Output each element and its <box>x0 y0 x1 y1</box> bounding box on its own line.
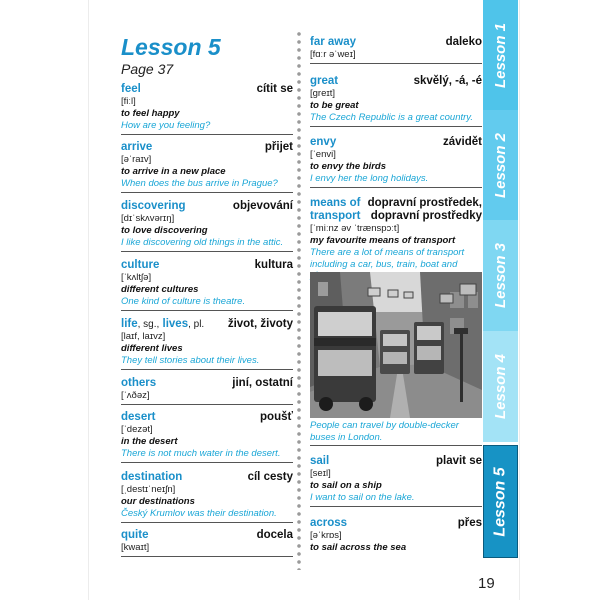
phonetic: [seɪl] <box>310 468 331 479</box>
example-sentence: The Czech Republic is a great country. <box>310 112 473 123</box>
page-number: 19 <box>478 575 495 592</box>
translation: přijet <box>264 141 293 153</box>
vocab-entry-across <box>310 517 482 556</box>
example-sentence: I envy her the long holidays. <box>310 173 429 184</box>
london-bus-photo <box>310 272 482 418</box>
translation: daleko <box>445 36 482 48</box>
headword: far away <box>310 36 357 48</box>
phonetic: [ˈkʌltʃə] <box>121 272 152 283</box>
translation: jiní, ostatní <box>232 377 293 389</box>
headword: great <box>310 75 339 87</box>
vocab-entry-quite <box>121 529 293 557</box>
vocab-entry-sail <box>310 455 482 507</box>
phonetic: [ˈʌðəz] <box>121 390 150 401</box>
translation: skvělý, -á, -é <box>413 75 482 87</box>
example-phrase: my favourite means of transport <box>310 235 456 246</box>
vocab-entry-life <box>121 318 293 370</box>
tab-lesson-3[interactable] <box>483 220 518 331</box>
vocab-entry-culture <box>121 259 293 311</box>
translation: cítit se <box>256 83 293 95</box>
example-sentence: There is not much water in the desert. <box>121 448 281 459</box>
spiral-binding <box>295 30 303 570</box>
headword: others <box>121 377 157 389</box>
example-sentence: There are a lot of means of transport including a car, bus, train, boat and <box>310 247 465 270</box>
tab-label: Lesson 4 <box>492 353 509 420</box>
tab-lesson-1[interactable] <box>483 0 518 110</box>
vocab-entry-arrive <box>121 141 293 193</box>
translation: objevování <box>232 200 293 212</box>
vocab-entry-means-of-transport <box>310 197 482 284</box>
vocab-entry-discovering <box>121 200 293 252</box>
phonetic: [ˈmiːnz əv ˈtrænspɔːt] <box>310 223 400 234</box>
vocab-entry-others <box>121 377 293 405</box>
page-reference: Page 37 <box>121 61 174 77</box>
example-phrase: to arrive in a new place <box>121 166 226 177</box>
translation: poušť <box>260 411 293 423</box>
phonetic: [ˈenvi] <box>310 149 336 160</box>
lesson-tabs <box>483 0 518 560</box>
translation-line2: dopravní prostředky <box>370 210 482 222</box>
example-phrase: different cultures <box>121 284 199 295</box>
tab-label: Lesson 3 <box>492 242 509 309</box>
translation: život, životy <box>227 318 293 330</box>
headword: life <box>121 318 138 330</box>
lesson-title: Lesson 5 <box>121 34 221 60</box>
headword: destination <box>121 471 183 483</box>
vocab-entry-desert <box>121 411 293 463</box>
phonetic: [dɪˈskʌvərɪŋ] <box>121 213 175 224</box>
example-phrase: to feel happy <box>121 108 180 119</box>
photo-caption-text: People can travel by double-decker buses in London. <box>310 420 459 443</box>
vocab-entry-feel <box>121 83 293 135</box>
phonetic: [greɪt] <box>310 88 336 99</box>
headword: discovering <box>121 200 186 212</box>
headword: across <box>310 517 348 529</box>
example-phrase: to sail across the sea <box>310 542 407 553</box>
translation: dopravní prostředek, <box>367 197 482 209</box>
example-phrase: to envy the birds <box>310 161 387 172</box>
example-sentence: I like discovering old things in the attic. <box>121 237 284 248</box>
example-phrase: in the desert <box>121 436 178 447</box>
vocab-entry-great <box>310 75 482 127</box>
headword-plural: lives <box>162 318 189 330</box>
translation: přes <box>457 517 482 529</box>
translation: plavit se <box>435 455 482 467</box>
tab-label: Lesson 1 <box>492 22 509 88</box>
example-phrase: our destinations <box>121 496 195 507</box>
headword: quite <box>121 529 149 541</box>
example-sentence: They tell stories about their lives. <box>121 355 260 366</box>
tab-lesson-5-active[interactable] <box>483 445 518 558</box>
vocab-entry-envy <box>310 136 482 188</box>
phonetic: [fiːl] <box>121 96 136 107</box>
example-phrase: to love discovering <box>121 225 208 236</box>
example-sentence: How are you feeling? <box>121 120 211 131</box>
translation: závidět <box>443 136 482 148</box>
phonetic: [fɑːr əˈweɪ] <box>310 49 356 60</box>
tab-lesson-2[interactable] <box>483 110 518 220</box>
example-sentence: I want to sail on the lake. <box>310 492 415 503</box>
vocab-entry-destination <box>121 471 293 523</box>
example-sentence: When does the bus arrive in Prague? <box>121 178 278 189</box>
tab-label: Lesson 2 <box>492 132 509 198</box>
example-sentence: Český Krumlov was their destination. <box>121 508 277 519</box>
headword: envy <box>310 136 337 148</box>
phonetic: [əˈraɪv] <box>121 154 152 165</box>
example-phrase: to sail on a ship <box>310 480 382 491</box>
headword-line2: transport <box>310 210 361 222</box>
tab-label: Lesson 5 <box>491 466 509 537</box>
headword: means of <box>310 197 361 209</box>
phonetic: [əˈkrɒs] <box>310 530 342 541</box>
phonetic: [ˈdezət] <box>121 424 153 435</box>
headword: feel <box>121 83 141 95</box>
headword-note: , sg., <box>137 319 160 330</box>
translation: docela <box>256 529 293 541</box>
headword: desert <box>121 411 156 423</box>
example-sentence: One kind of culture is theatre. <box>121 296 246 307</box>
vocab-entry-far-away <box>310 36 482 64</box>
headword: culture <box>121 259 160 271</box>
example-phrase: different lives <box>121 343 183 354</box>
photo-caption <box>310 420 482 446</box>
headword: arrive <box>121 141 153 153</box>
headword: sail <box>310 455 330 467</box>
phonetic: [ˌdestɪˈneɪʃn] <box>121 484 176 495</box>
translation: kultura <box>254 259 293 271</box>
phonetic: [kwaɪt] <box>121 542 150 553</box>
translation: cíl cesty <box>247 471 293 483</box>
phonetic: [laɪf, laɪvz] <box>121 331 166 342</box>
tab-lesson-4[interactable] <box>483 331 518 442</box>
headword-plural-note: , pl. <box>188 319 205 330</box>
example-phrase: to be great <box>310 100 359 111</box>
